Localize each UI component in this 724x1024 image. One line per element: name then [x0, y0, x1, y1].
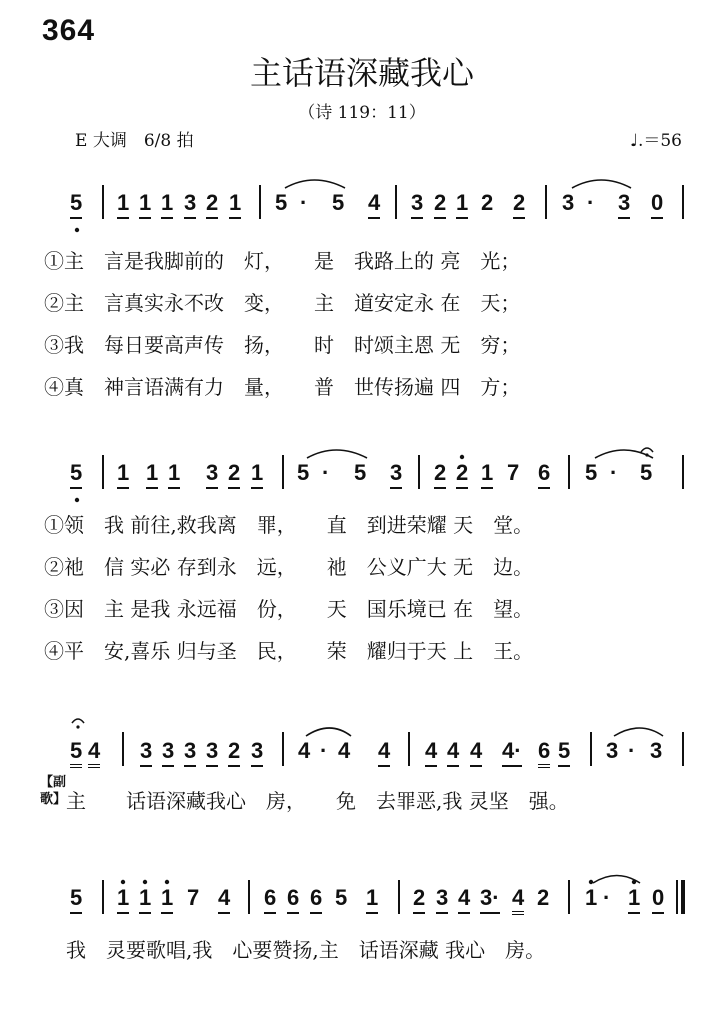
lyric-verse-1: ①主 言是我脚前的 灯， 是 我路上的 亮 光；	[44, 249, 521, 273]
note: 5	[558, 738, 570, 767]
fermata-arc	[641, 448, 653, 452]
note: 5	[297, 460, 310, 485]
dot: ·	[320, 738, 328, 763]
note: 3·	[480, 885, 500, 914]
dot: ·	[628, 738, 636, 763]
note: 1	[585, 885, 598, 910]
note: 1	[161, 190, 173, 219]
note: 6	[538, 738, 550, 768]
note: 4	[425, 738, 437, 767]
fermata-dot	[76, 725, 79, 728]
dot: ·	[322, 460, 330, 485]
lyric-verse-3: ③我 每日要高声传 扬， 时 时颂主恩 无 穷；	[44, 333, 521, 357]
upper-octave-dot	[143, 880, 147, 884]
note: 5	[70, 460, 82, 489]
dot: ·	[300, 190, 308, 215]
note: 4·	[502, 738, 522, 767]
note: 1	[456, 190, 468, 219]
note: 3	[184, 738, 196, 767]
note: 5	[354, 460, 367, 485]
note: 4	[378, 738, 390, 767]
note: 0	[652, 885, 664, 914]
scripture-reference: （诗 119：11）	[298, 103, 426, 123]
note: 7	[507, 460, 520, 485]
page-title: 主话语深藏我心	[249, 54, 474, 92]
note: 4	[218, 885, 230, 914]
fermata-dot	[645, 453, 648, 456]
note: 1	[251, 460, 263, 489]
note: 1	[229, 190, 241, 219]
note: 1	[161, 885, 173, 914]
note: 3	[436, 885, 448, 914]
dot: ·	[587, 190, 595, 215]
note: 5	[275, 190, 288, 215]
note: 3	[606, 738, 619, 763]
slur	[595, 450, 653, 458]
note: 4	[298, 738, 311, 763]
note: 7	[187, 885, 200, 910]
note: 2	[537, 885, 550, 910]
note: 5	[332, 190, 345, 215]
upper-octave-dot	[632, 880, 636, 884]
lyric-verse-3: ③因 主 是我 永远福 份， 天 国乐境已 在 望。	[44, 597, 534, 621]
lyric-verse-4: ④真 神言语满有力 量， 普 世传扬遍 四 方；	[44, 375, 521, 399]
note: 4	[458, 885, 470, 914]
lyric-verse-1: ①领 我 前往,救我离 罪， 直 到进荣耀 天 堂。	[44, 513, 534, 537]
note: 2	[434, 190, 446, 219]
note: 4	[368, 190, 380, 219]
note: 6	[538, 460, 550, 489]
note: 3	[390, 460, 402, 489]
note: 2	[456, 460, 468, 489]
chorus-label: 【副歌】	[40, 775, 67, 807]
lyric-verse-2: ②祂 信 实必 存到永 远， 祂 公义广大 无 边。	[44, 555, 534, 579]
lower-octave-dot	[75, 498, 79, 502]
slur	[572, 180, 631, 188]
note: 1	[628, 885, 640, 914]
note: 3	[206, 460, 218, 489]
note: 2	[228, 738, 240, 767]
note: 1	[481, 460, 493, 489]
slur	[307, 450, 367, 458]
note: 3	[162, 738, 174, 767]
note: 3	[562, 190, 575, 215]
note: 1	[366, 885, 378, 914]
note: 6	[310, 885, 322, 914]
note: 2	[513, 190, 525, 219]
note: 1	[117, 190, 129, 219]
hymn-number: 364	[42, 14, 96, 47]
note: 1	[117, 885, 129, 914]
note: 2	[481, 190, 494, 215]
note: 1	[146, 460, 158, 489]
note: 1	[139, 885, 151, 914]
note: 2	[206, 190, 218, 219]
note: 5	[70, 190, 82, 219]
note: 0	[651, 190, 663, 219]
note: 2	[228, 460, 240, 489]
note: 4	[470, 738, 482, 767]
note: 4	[88, 738, 100, 768]
upper-octave-dot	[121, 880, 125, 884]
note: 6	[287, 885, 299, 914]
key-and-time-signature: E 大调 6/8 拍	[75, 131, 194, 151]
upper-octave-dot	[460, 455, 464, 459]
note: 3	[206, 738, 218, 767]
lyric-verse-2: ②主 言真实永不改 变， 主 道安定永 在 天；	[44, 291, 521, 315]
chorus-lyric-2: 我 灵要歌唱,我 心要赞扬,主 话语深藏 我心 房。	[66, 938, 546, 962]
note: 3	[251, 738, 263, 767]
note: 3	[650, 738, 663, 763]
note: 4	[338, 738, 351, 763]
note: 6	[264, 885, 276, 914]
chorus-lyric-1: 主 话语深藏我心 房， 免 去罪恶,我 灵坚 强。	[66, 789, 569, 813]
note: 2	[434, 460, 446, 489]
note: 5	[640, 460, 653, 485]
note: 1	[117, 460, 129, 489]
fermata-arc	[72, 719, 84, 723]
note: 1	[168, 460, 180, 489]
note: 5	[585, 460, 598, 485]
upper-octave-dot	[589, 880, 593, 884]
slur	[285, 180, 345, 188]
note: 4	[512, 885, 524, 915]
note: 3	[411, 190, 423, 219]
slur	[306, 728, 351, 736]
lower-octave-dot	[75, 228, 79, 232]
tempo-marking: ♩.＝56	[629, 131, 682, 151]
note: 3	[184, 190, 196, 219]
upper-octave-dot	[165, 880, 169, 884]
lyric-verse-4: ④平 安,喜乐 归与圣 民， 荣 耀归于天 上 王。	[44, 639, 534, 663]
note: 3	[618, 190, 630, 219]
note: 3	[140, 738, 152, 767]
note: 5	[70, 885, 82, 914]
note: 5	[335, 885, 348, 910]
slur	[614, 728, 663, 736]
note: 4	[447, 738, 459, 767]
note: 5	[70, 738, 82, 768]
dot: ·	[610, 460, 618, 485]
note: 1	[139, 190, 151, 219]
dot: ·	[603, 885, 611, 910]
note: 2	[413, 885, 425, 914]
